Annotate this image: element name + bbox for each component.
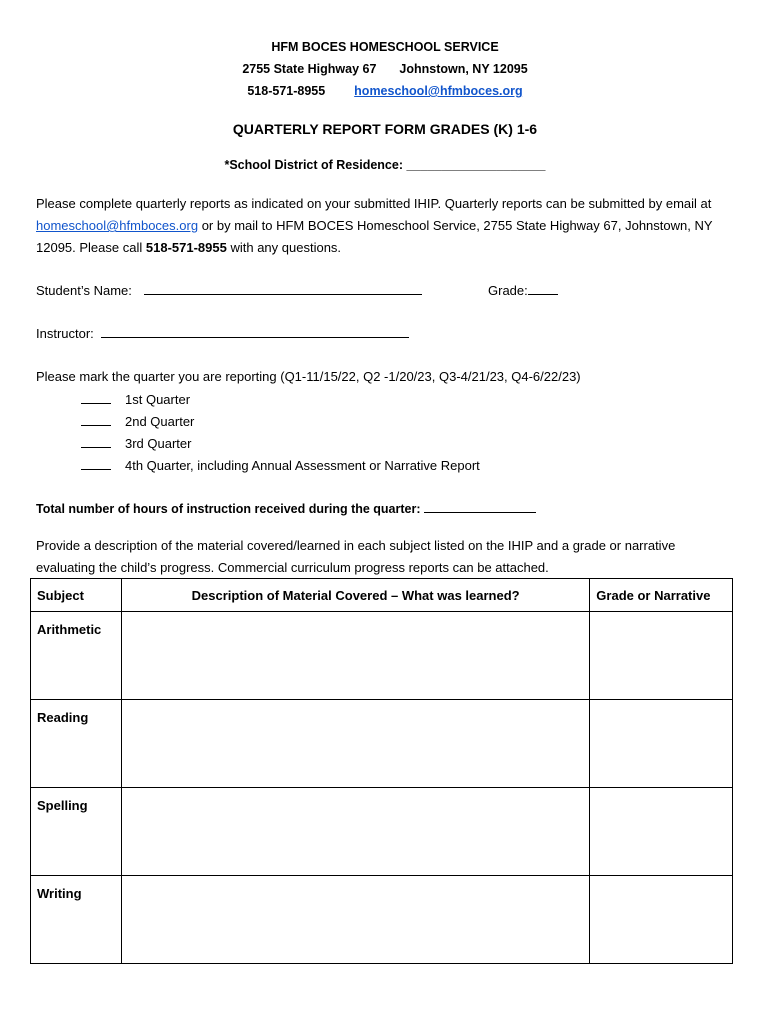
subject-cell: Writing <box>31 876 122 964</box>
org-contact <box>0 84 770 98</box>
description-cell[interactable] <box>121 788 589 876</box>
org-name: HFM BOCES HOMESCHOOL SERVICE <box>271 40 499 54</box>
student-name-input[interactable] <box>144 282 422 295</box>
intro-paragraph <box>36 193 736 259</box>
subject-cell: Spelling <box>31 788 122 876</box>
header-subject: Subject <box>31 579 122 612</box>
grade-cell[interactable] <box>590 876 733 964</box>
quarter-checkbox[interactable] <box>81 435 111 448</box>
description-cell[interactable] <box>121 700 589 788</box>
address-street: 2755 State Highway 67 <box>242 62 377 76</box>
quarter-option <box>81 413 194 433</box>
subject-table <box>30 578 733 964</box>
grade-field <box>488 282 558 298</box>
student-name-field <box>36 282 422 298</box>
district-label: *School District of Residence: <box>224 158 403 172</box>
hours-field <box>36 500 536 516</box>
intro-text-1: Please complete quarterly reports as indicated on your submitted IHIP. Quarterly reports can be submitted by email at <box>36 196 712 211</box>
quarter-option <box>81 457 480 477</box>
org-email-link[interactable]: homeschool@hfmboces.org <box>354 84 523 98</box>
address-city: Johnstown, NY 12095 <box>399 62 528 76</box>
form-title: QUARTERLY REPORT FORM GRADES (K) 1-6 <box>232 121 538 137</box>
description-cell[interactable] <box>121 612 589 700</box>
table-row <box>31 612 733 700</box>
org-phone: 518-571-8955 <box>247 84 326 98</box>
grade-cell[interactable] <box>590 788 733 876</box>
header-grade: Grade or Narrative <box>590 579 733 612</box>
grade-input[interactable] <box>528 282 558 295</box>
hours-label: Total number of hours of instruction received during the quarter: <box>36 502 421 516</box>
quarter-checkbox[interactable] <box>81 413 111 426</box>
grade-label: Grade: <box>488 283 528 298</box>
district-field <box>0 158 770 172</box>
instructor-input[interactable] <box>101 325 409 338</box>
description-paragraph: Provide a description of the material covered/learned in each subject listed on the IHIP and a grade or narrative evaluating the child’s progress. Commercial curriculum progress reports can be attached. <box>36 538 676 575</box>
quarter-option-label: 3rd Quarter <box>125 436 192 451</box>
intro-email-link[interactable]: homeschool@hfmboces.org <box>36 218 199 233</box>
quarter-prompt: Please mark the quarter you are reporting (Q1-11/15/22, Q2 -1/20/23, Q3-4/21/23, Q4-6/22/23) <box>36 369 581 384</box>
quarter-option <box>81 435 191 455</box>
grade-cell[interactable] <box>590 612 733 700</box>
subject-cell: Reading <box>31 700 122 788</box>
org-address <box>0 62 770 76</box>
header-description: Description of Material Covered – What was learned? <box>121 579 589 612</box>
student-name-label: Student’s Name: <box>36 283 132 298</box>
quarter-option <box>81 391 190 411</box>
quarter-option-label: 4th Quarter, including Annual Assessment or Narrative Report <box>125 458 480 473</box>
intro-phone: 518-571-8955 <box>145 240 227 255</box>
quarter-checkbox[interactable] <box>81 457 111 470</box>
table-row <box>31 700 733 788</box>
quarter-option-label: 2nd Quarter <box>125 414 195 429</box>
table-row <box>31 788 733 876</box>
instructor-field <box>36 325 409 341</box>
instructor-label: Instructor: <box>36 326 94 341</box>
district-blank[interactable]: ____________________ <box>406 158 546 172</box>
hours-input[interactable] <box>424 500 536 513</box>
quarter-checkbox[interactable] <box>81 391 111 404</box>
intro-text-3: with any questions. <box>230 240 342 255</box>
quarter-option-label: 1st Quarter <box>125 392 191 407</box>
description-cell[interactable] <box>121 876 589 964</box>
subject-cell: Arithmetic <box>31 612 122 700</box>
table-row <box>31 876 733 964</box>
intro-text-2: or by mail to HFM BOCES Homeschool Service, 2755 State Highway 67, Johnstown, NY 12095. Please call <box>36 218 713 255</box>
table-header-row <box>31 579 733 612</box>
grade-cell[interactable] <box>590 700 733 788</box>
